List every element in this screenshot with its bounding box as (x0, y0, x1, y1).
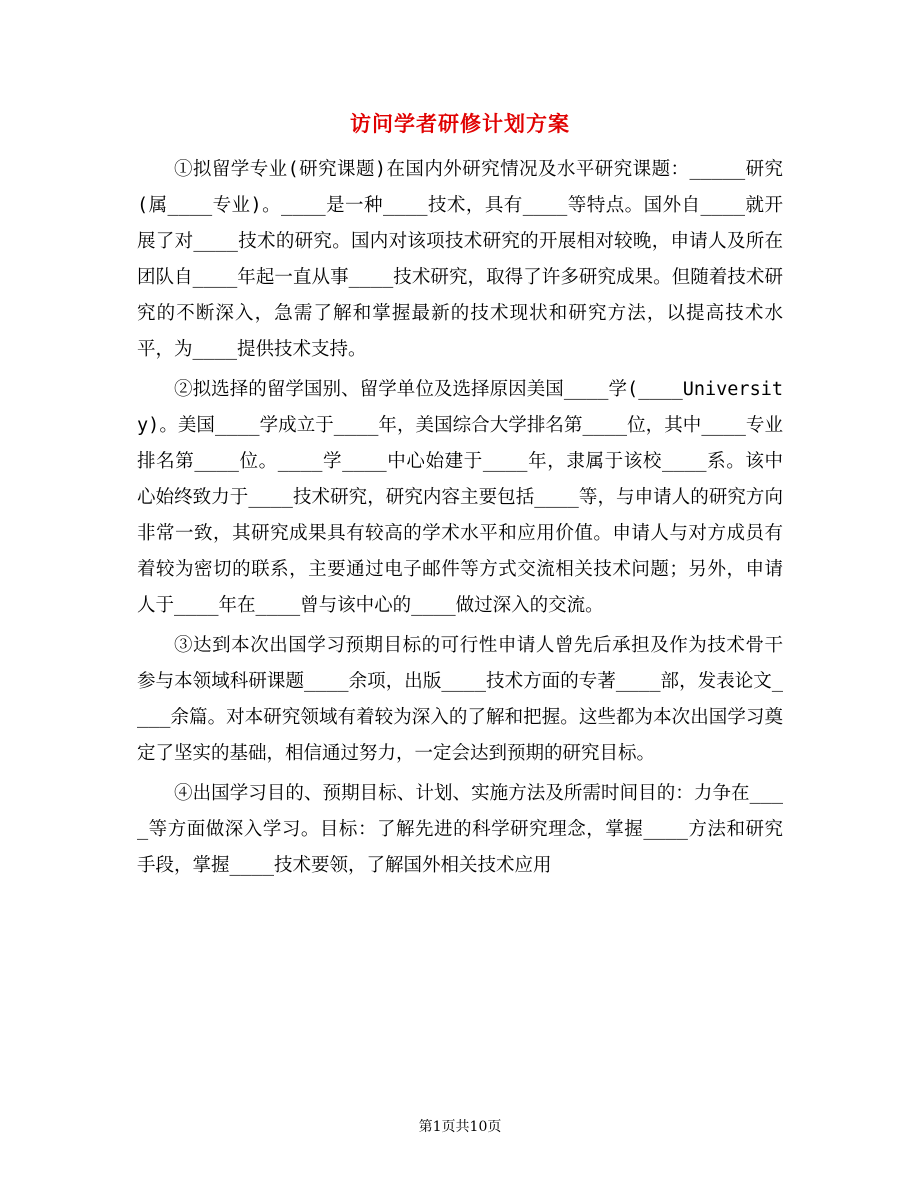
paragraph-4: ④出国学习目的、预期目标、计划、实施方法及所需时间目的：力争在____等方面做深入学习。目标：了解先进的科学研究理念，掌握____方法和研究手段，掌握____技术要领，了解国外相关技术应用 (137, 783, 783, 876)
paragraph-2: ②拟选择的留学国别、留学单位及选择原因美国____学(____University)。美国____学成立于____年，美国综合大学排名第____位，其中____专业排名第____位。____学____中心始建于____年，隶属于该校____系。该中心始终致力于____技术研究，研究内容主要包括____等，与申请人的研究方向非常一致，其研究成果具有较高的学术水平和应用价值。申请人与对方成员有着较为密切的联系，主要通过电子邮件等方式交流相关技术问题；另外，申请人于____年在____曾与该中心的____做过深入的交流。 (137, 379, 783, 616)
page-number-footer: 第1页共10页 (418, 1119, 502, 1135)
paragraph-1: ①拟留学专业(研究课题)在国内外研究情况及水平研究课题：_____研究(属____专业)。____是一种____技术，具有____等特点。国外自____就开展了对____技术的研究。国内对该项技术研究的开展相对较晚，申请人及所在团队自____年起一直从事____技术研究，取得了许多研究成果。但随着技术研究的不断深入，急需了解和掌握最新的技术现状和研究方法，以提高技术水平，为____提供技术支持。 (137, 159, 783, 360)
document-title: 访问学者研修计划方案 (350, 111, 570, 136)
document-body (137, 152, 783, 888)
paragraph-3: ③达到本次出国学习预期目标的可行性申请人曾先后承担及作为技术骨干参与本领域科研课题____余项，出版____技术方面的专著____部，发表论文____余篇。对本研究领域有着较为深入的了解和把握。这些都为本次出国学习奠定了坚实的基础，相信通过努力，一定会达到预期的研究目标。 (137, 635, 783, 764)
